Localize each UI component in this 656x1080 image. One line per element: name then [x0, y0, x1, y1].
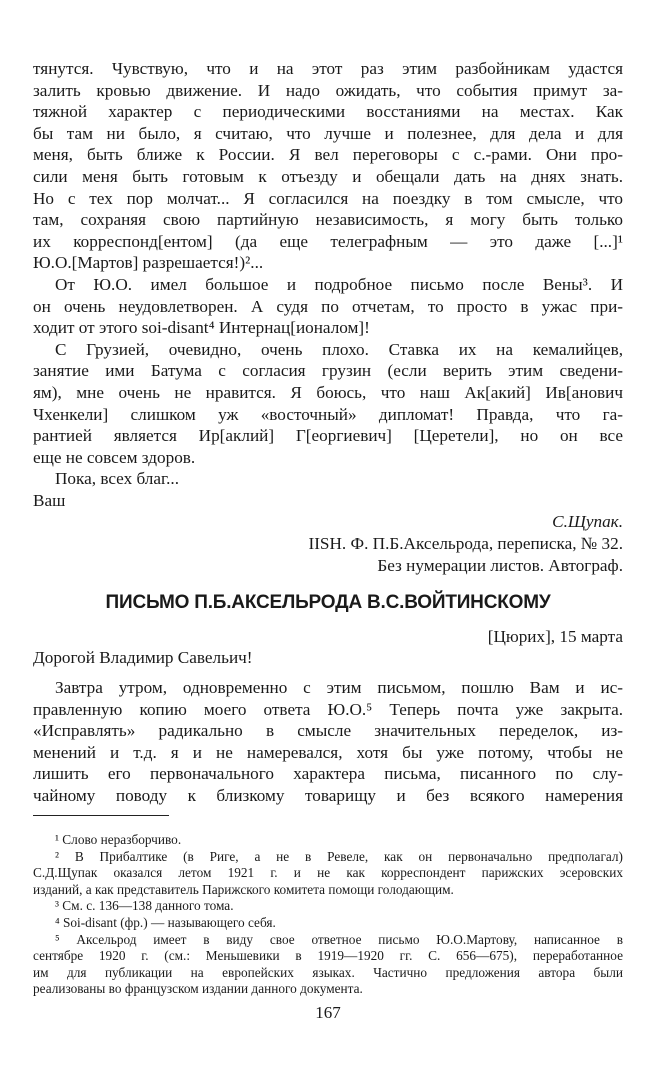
text-line: рантией является Ир[аклий] Г[еоргиевич] [Церетели], но он все — [33, 426, 623, 446]
text-line: Пока, всех благ... — [55, 469, 179, 489]
text-line: ходит от этого soi-disant⁴ Интернац[ионалом]! — [33, 318, 370, 338]
text-line: Завтра утром, одновременно с этим письмом, пошлю Вам и ис- — [55, 678, 623, 698]
page-number: 167 — [315, 1003, 341, 1022]
main-text — [33, 58, 623, 816]
footnote-line: С.Д.Щупак оказался летом 1921 г. и не как корреспондент парижских эсеровских — [33, 865, 623, 881]
footnote-line: изданий, а как представитель Парижского комитета помощи голодающим. — [33, 881, 454, 897]
archive-source: IISH. Ф. П.Б.Аксельрода, переписка, № 32. — [308, 534, 623, 554]
footnote: ² В Прибалтике (в Риге, а не в Ревеле, как он первоначально предполагал) — [55, 848, 623, 864]
footnote: ³ См. с. 136—138 данного тома. — [55, 898, 234, 914]
text-line: Ю.О.[Мартов] разрешается!)²... — [33, 253, 264, 273]
text-line: тянутся. Чувствую, что и на этот раз этим разбойникам удастся — [33, 59, 623, 78]
text-line: лишить его первоначального характера письма, писанного по слу- — [33, 764, 623, 784]
letter-heading: ПИСЬМО П.Б.АКСЕЛЬРОДА В.С.ВОЙТИНСКОМУ — [105, 592, 551, 614]
archive-source-note: Без нумерации листов. Автограф. — [377, 555, 623, 575]
text-line: там, сохраняя свою партийную независимость, я могу быть только — [33, 210, 623, 230]
footnote: ⁴ Soi-disant (фр.) — называющего себя. — [55, 914, 276, 930]
text-line: занятие ими Батума с согласия грузин (если верить этим сведени- — [33, 361, 623, 381]
text-line: залить кровью движение. И надо ожидать, что события примут за- — [33, 80, 623, 100]
text-line: меня, быть ближе к России. Я вел переговоры с с.-рами. Они про- — [33, 145, 623, 165]
text-line: их корреспонд[ентом] (да еще телеграфным — это даже [...]¹ — [33, 231, 623, 251]
text-line: Ваш — [33, 490, 66, 510]
text-line: Чхенкели] слишком уж «восточный» дипломат! Правда, что га- — [33, 404, 623, 424]
footnote: ⁵ Аксельрод имеет в виду свое ответное письмо Ю.О.Мартову, написанное в — [55, 931, 623, 947]
text-line: сили меня быть готовым к отъезду и обещали дать на днях знать. — [33, 166, 623, 186]
text-line: От Ю.О. имел большое и подробное письмо после Вены³. И — [55, 274, 623, 294]
text-line: Но с тех пор молчат... Я согласился на поездку в том смысле, что — [33, 188, 623, 208]
footnote-line: реализованы во французском издании данного документа. — [33, 981, 363, 997]
text-line: тяжной характер с периодическими восстаниями на местах. Как — [33, 102, 623, 122]
footnote: ¹ Слово неразборчиво. — [55, 832, 182, 847]
text-line: правленную копию моего ответа Ю.О.⁵ Теперь почта уже закрыта. — [33, 699, 623, 719]
text-line: С Грузией, очевидно, очень плохо. Ставка их на кемалийцев, — [55, 339, 623, 359]
footnote-divider — [33, 815, 169, 816]
footnote-line: им для публикации на европейских языках. Частично предложения автора были — [33, 964, 623, 980]
text-line: чайному поводу к близкому товарищу и без всякого намерения — [33, 786, 623, 805]
text-line: ям), мне очень не нравится. Я боюсь, что наш Ак[акий] Ив[анович — [33, 382, 623, 402]
text-line: бы там ни было, я считаю, что лучше и полезнее, для дела и для — [33, 123, 623, 143]
text-line: менений и т.д. я и не намеревался, хотя бы уже потому, чтобы не — [33, 742, 623, 762]
text-line: «Исправлять» радикально в смысле значительных переделок, из- — [33, 721, 623, 741]
text-line: он очень неудовлетворен. А судя по отчетам, то просто в ужас при- — [33, 296, 623, 316]
footnote-line: сентябре 1920 г. (см.: Меньшевики в 1919—1920 гг. С. 656—675), переработанное — [33, 948, 623, 964]
letter-salutation: Дорогой Владимир Савельич! — [33, 648, 253, 668]
footnotes — [33, 832, 623, 998]
text-line: еще не совсем здоров. — [33, 447, 196, 467]
letter-place-date: [Цюрих], 15 марта — [487, 626, 623, 646]
signature: С.Щупак. — [552, 512, 623, 532]
